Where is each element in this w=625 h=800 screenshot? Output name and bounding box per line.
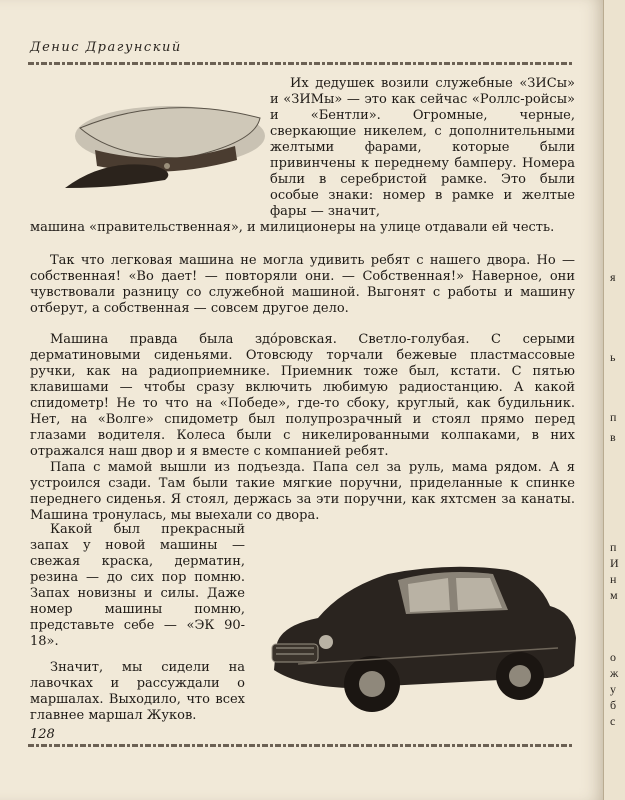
adjacent-glyph: я bbox=[610, 270, 616, 284]
adjacent-page-edge bbox=[603, 0, 625, 800]
paragraph-6: Значит, мы сидели на лавочках и рассуждали о маршалах. Выходило, что всех главнее маршал Жуков. bbox=[30, 660, 245, 723]
paragraph-1: Их дедушек возили служебные «ЗИСы» и «ЗИМы» — это как сейчас «Роллс-ройсы» и «Бентли». Огромные, черные, сверкающие никелем, с дополнительными желтыми фарами, которые были привинчены к переднему бамперу. Номера были в серебристой рамке. Это были особые знаки: номер в рамке и желтые фары — значит, bbox=[270, 76, 575, 219]
adjacent-glyph: б bbox=[610, 698, 617, 712]
adjacent-glyph: у bbox=[610, 682, 616, 696]
adjacent-glyph: ь bbox=[610, 350, 616, 364]
paragraph-3: Машина правда была здо́ровская. Светло-голубая. С серыми дерматиновыми сиденьями. Отовсюду торчали бежевые пластмассовые ручки, как на радиоприемнике. Приемник тоже был, кстати. С пятью клавишами — чтобы сразу включить любимую радиостанцию. А какой спидометр! Не то что на «Победе», где-то сбоку, круглый, как будильник. Нет, на «Волге» спидометр был полупрозрачный и стоял прямо перед глазами водителя. Колеса были с никелированными колпаками, в них отражался наш двор и я вместе с компанией ребят. bbox=[30, 332, 575, 459]
adjacent-glyph: н bbox=[610, 572, 617, 586]
car-illustration bbox=[258, 548, 580, 728]
ornamental-rule-bottom bbox=[28, 744, 573, 747]
adjacent-glyph: п bbox=[610, 540, 617, 554]
page-number: 128 bbox=[30, 727, 55, 742]
running-head-author: Денис Драгунский bbox=[30, 40, 182, 55]
adjacent-glyph: И bbox=[610, 556, 619, 570]
adjacent-glyph: в bbox=[610, 430, 616, 444]
adjacent-glyph: о bbox=[610, 650, 616, 664]
adjacent-glyph: п bbox=[610, 410, 617, 424]
paragraph-5: Какой был прекрасный запах у новой машины — свежая краска, дерматин, резина — до сих пор помню. Запах новизны и силы. Даже номер машины помню, представьте себе — «ЭК 90-18». bbox=[30, 522, 245, 649]
adjacent-glyph: м bbox=[610, 588, 618, 602]
ornamental-rule-top bbox=[28, 62, 573, 65]
cap-illustration bbox=[55, 88, 265, 200]
paragraph-2: Так что легковая машина не могла удивить ребят с нашего двора. Но — собственная! «Во дает! — повторяли они. — Собственная!» Наверное, они чувствовали разницу со служебной машиной. Выгонят с работы и машину отберут, а собственная — совсем другое дело. bbox=[30, 253, 575, 316]
paragraph-1-continued: машина «правительственная», и милиционеры на улице отдавали ей честь. bbox=[30, 220, 555, 235]
adjacent-glyph: ж bbox=[610, 666, 619, 680]
adjacent-glyph: с bbox=[610, 714, 616, 728]
paragraph-4: Папа с мамой вышли из подъезда. Папа сел за руль, мама рядом. А я устроился сзади. Там были такие мягкие поручни, приделанные к спинке переднего сиденья. Я стоял, держась за эти поручни, как яхтсмен за канаты. Машина тронулась, мы выехали со двора. bbox=[30, 460, 575, 523]
